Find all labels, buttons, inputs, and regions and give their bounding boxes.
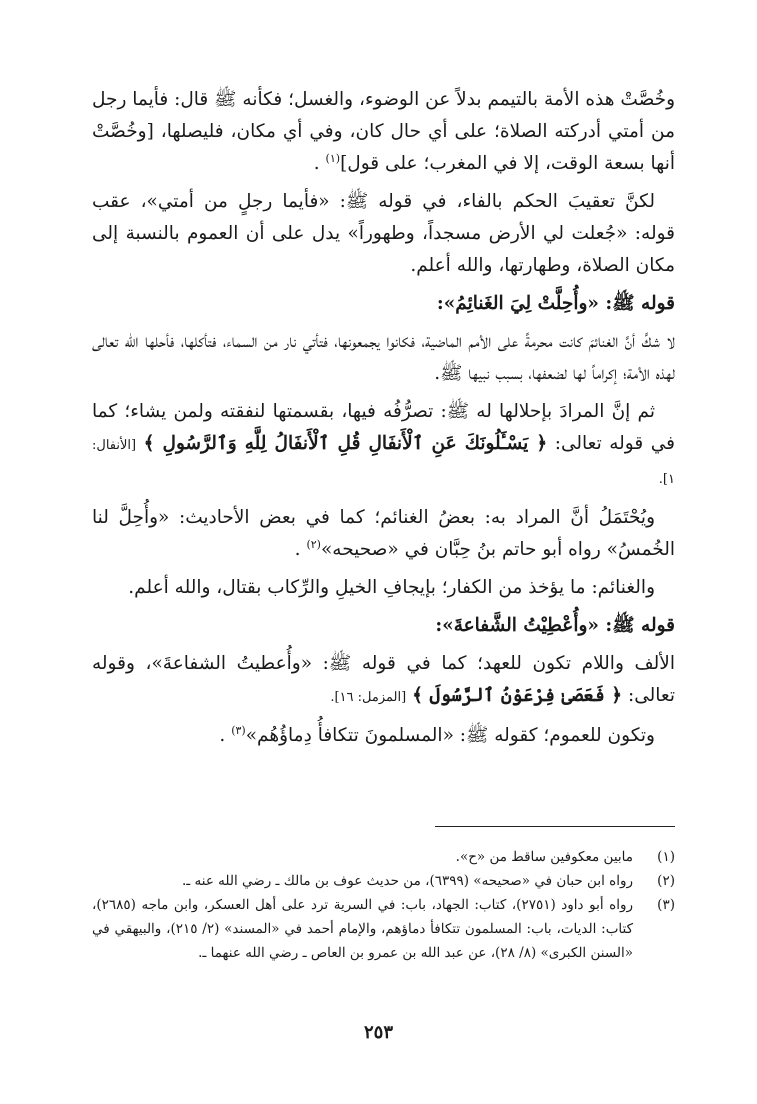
full-stop: . [219,725,226,746]
verse-reference-anfal: [الأنفال: ١]. [92,438,675,487]
footnote-separator [435,826,675,827]
paragraph-tayammum [92,84,675,180]
paragraph-text: الألف واللام تكون للعهد؛ كما في قوله ﷺ: «وأُعطيتُ الشفاعةَ»، وقوله تعالى: [92,653,675,706]
paragraph-text: ثم إنَّ المرادَ بإحلالها له ﷺ: تصرُّفُه فيها، بقسمتها لنفقته ولمن يشاء؛ كما في قوله تعالى: [92,401,675,454]
paragraph-ghanaim-muharrama: لا شكَّ أنَّ الغنائمَ كانت محرمةً على الأمم الماضية، فكانوا يجمعونها، فتأتي نار من السماء، فتأكلها، فأحلها الله تعالى لهذه الأمة؛ إكراماً لها لضعفها، بسبب نبيها ﷺ. [92,331,675,384]
page-number: ٢٥٣ [363,1022,393,1043]
paragraph-taqib: لكنَّ تعقيبَ الحكم بالفاء، في قوله ﷺ: «فأيما رجلٍ من أمتي»، عقب قوله: «جُعلت لي الأرض مسجداً، وطهوراً» يدل على أن العموم بالنسبة إلى مكان الصلاة، وطهارتها، والله أعلم. [92,191,675,276]
paragraph-umum [92,720,675,752]
full-stop: . [294,539,301,560]
full-stop: . [313,153,320,174]
footnote-marker-2[interactable]: (٢) [306,537,321,551]
footnote-number: (٣) [657,897,675,913]
footnote-text: مابين معكوفين ساقط من «ح». [455,849,633,865]
paragraph-ghanaim-definition: والغنائم: ما يؤخذ من الكفار؛ بإيجافِ الخيلِ والرِّكاب بقتال، والله أعلم. [128,577,655,598]
footnote-text: رواه ابن حبان في «صحيحه» (٦٣٩٩)، من حديث عوف بن مالك ـ رضي الله عنه ـ. [181,873,633,889]
heading-ghanaim: قوله ﷺ: «وأُحِلَّتْ لِيَ الغَنائِمُ»: [436,293,675,314]
paragraph-text: وخُصَّتْ هذه الأمة بالتيمم بدلاً عن الوضوء، والغسل؛ فكأنه ﷺ قال: فأيما رجل من أمتي أدركته الصلاة؛ على أي حال كان، وفي أي مكان، فليصلها، [وخُصَّتْ أنها بسعة الوقت، إلا في المغرب؛ على قول] [92,89,675,174]
paragraph-yuhtamal [92,502,675,566]
paragraph-text: ويُحْتَمَلُ أنَّ المراد به: بعضُ الغنائم؛ كما في بعض الأحاديث: «وأُحِلَّ لنا الخُمسُ» رواه أبو حاتم بنُ حِبَّان في «صحيحه» [92,507,675,560]
main-text-block [92,84,675,758]
footnote-marker-3[interactable]: (٣) [231,723,246,737]
footnote-number: (١) [657,849,675,865]
paragraph-alif-lam [92,648,675,714]
heading-shafaa: قوله ﷺ: «وأُعْطِيْتُ الشَّفاعةَ»: [435,615,675,636]
footnote-2 [92,869,675,893]
footnote-number: (٢) [657,873,675,889]
paragraph-text: وتكون للعموم؛ كقوله ﷺ: «المسلمونَ تتكافأُ دِماؤُهُم» [245,725,655,746]
verse-reference-muzzammil: [المزمل: ١٦]. [330,690,407,705]
footnote-text: رواه أبو داود (٢٧٥١)، كتاب: الجهاد، باب: في السرية ترد على أهل العسكر، وابن ماجه (٢٦٨٥)، كتاب: الديات، باب: المسلمون تتكافأ دماؤهم، والإمام أحمد في «المسند» (٢/ ٢١٥)، والبيهقي في «السنن الكبرى» (٨/ ٢٨)، عن عبد الله بن عمرو بن العاص ـ رضي الله عنهما ـ. [92,897,634,961]
footnote-1 [92,845,675,869]
footnotes-section [92,845,675,965]
paragraph-ihlal [92,396,675,496]
quran-verse-anfal: ﴿ يَسْـَٔلُونَكَ عَنِ ٱلْأَنفَالِ قُلِ ٱلْأَنفَالُ لِلَّهِ وَٱلرَّسُولِ ﴾ [143,433,548,454]
quran-verse-muzzammil: ﴿ فَعَصَىٰ فِرْعَوْنُ ٱلرَّسُولَ ﴾ [412,685,623,706]
footnote-marker-1[interactable]: (١) [325,151,341,165]
footnote-3 [92,893,675,965]
